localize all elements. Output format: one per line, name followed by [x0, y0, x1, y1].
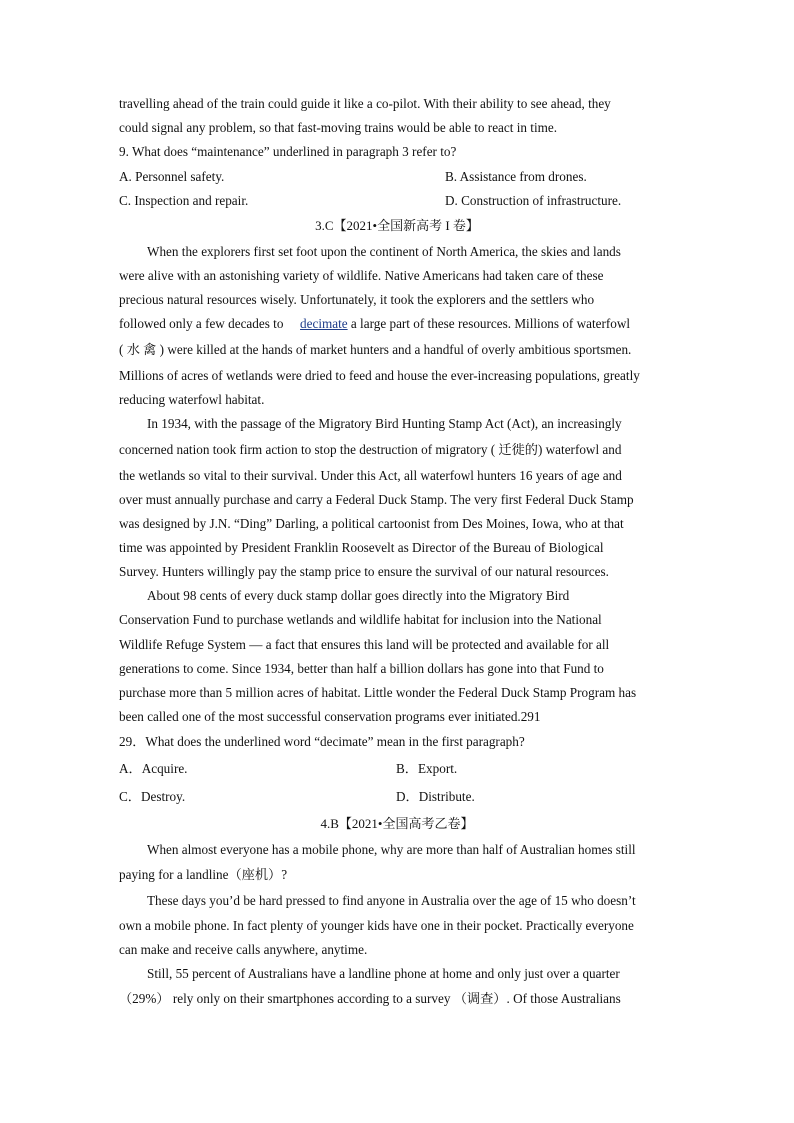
question-29: 29．What does the underlined word “decimate” mean in the first paragraph?: [119, 734, 525, 749]
paragraph-line: reducing waterfowl habitat.: [119, 392, 265, 407]
paragraph-line: own a mobile phone. In fact plenty of younger kids have one in their pocket. Practically everyone: [119, 918, 634, 933]
text-line: could signal any problem, so that fast-moving trains would be able to react in time.: [119, 120, 558, 135]
paragraph-line: was designed by J.N. “Ding” Darling, a political cartoonist from Des Moines, Iowa, who at that: [119, 516, 624, 531]
paragraph-line: In 1934, with the passage of the Migratory Bird Hunting Stamp Act (Act), an increasingly: [147, 416, 622, 431]
paragraph-line: can make and receive calls anywhere, anytime.: [119, 942, 368, 957]
option-d: D. Construction of infrastructure.: [445, 193, 622, 208]
paragraph-line: Survey. Hunters willingly pay the stamp price to ensure the survival of our natural resources.: [119, 564, 609, 579]
paragraph-line: concerned nation took firm action to stop the destruction of migratory ( 迁徙的) waterfowl and: [119, 442, 622, 457]
option-b: B．Export.: [396, 761, 458, 776]
paragraph-line: These days you’d be hard pressed to find anyone in Australia over the age of 15 who doesn’t: [147, 893, 636, 908]
paragraph-line: paying for a landline（座机）?: [119, 867, 288, 882]
section-heading-3: 3.C【2021•全国新高考 I 卷】: [315, 218, 479, 233]
paragraph-line: When almost everyone has a mobile phone, why are more than half of Australian homes still: [147, 842, 636, 857]
option-b: B. Assistance from drones.: [445, 169, 587, 184]
option-d: D．Distribute.: [396, 789, 475, 804]
paragraph-line: Wildlife Refuge System — a fact that ensures this land will be protected and available for all: [119, 637, 610, 652]
paragraph-line: Conservation Fund to purchase wetlands and wildlife habitat for inclusion into the National: [119, 612, 602, 627]
paragraph-line: （29%） rely only on their smartphones according to a survey （调查）. Of those Australians: [119, 991, 621, 1006]
option-c: C．Destroy.: [119, 789, 186, 804]
paragraph-line: precious natural resources wisely. Unfortunately, it took the explorers and the settlers who: [119, 292, 595, 307]
paragraph-line: [119, 315, 630, 333]
paragraph-line: been called one of the most successful conservation programs ever initiated.291: [119, 709, 541, 724]
paragraph-line: About 98 cents of every duck stamp dollar goes directly into the Migratory Bird: [147, 588, 570, 603]
option-a: A．Acquire.: [119, 761, 188, 776]
underlined-word: decimate: [300, 316, 348, 331]
section-heading-4: 4.B【2021•全国高考乙卷】: [320, 816, 474, 831]
paragraph-line: purchase more than 5 million acres of habitat. Little wonder the Federal Duck Stamp Program has: [119, 685, 637, 700]
text-line: travelling ahead of the train could guide it like a co-pilot. With their ability to see ahead, they: [119, 96, 611, 111]
question-9: 9. What does “maintenance” underlined in paragraph 3 refer to?: [119, 144, 457, 159]
paragraph-line: were alive with an astonishing variety of wildlife. Native Americans had taken care of these: [119, 268, 604, 283]
paragraph-text: a large part of these resources. Millions of waterfowl: [350, 316, 631, 331]
paragraph-line: the wetlands so vital to their survival. Under this Act, all waterfowl hunters 16 years of age and: [119, 468, 622, 483]
paragraph-text: followed only a few decades to: [119, 316, 284, 331]
paragraph-line: Still, 55 percent of Australians have a landline phone at home and only just over a quarter: [147, 966, 620, 981]
paragraph-line: ( 水 禽 ) were killed at the hands of market hunters and a handful of overly ambitious sportsmen.: [119, 342, 632, 357]
option-c: C. Inspection and repair.: [119, 193, 249, 208]
paragraph-line: generations to come. Since 1934, better than half a billion dollars has gone into that Fund to: [119, 661, 604, 676]
paragraph-line: When the explorers first set foot upon the continent of North America, the skies and lands: [147, 244, 621, 259]
paragraph-line: Millions of acres of wetlands were dried to feed and house the ever-increasing populations, greatly: [119, 368, 640, 383]
paragraph-line: time was appointed by President Franklin Roosevelt as Director of the Bureau of Biological: [119, 540, 604, 555]
option-a: A. Personnel safety.: [119, 169, 225, 184]
paragraph-line: over must annually purchase and carry a Federal Duck Stamp. The very first Federal Duck Stamp: [119, 492, 634, 507]
